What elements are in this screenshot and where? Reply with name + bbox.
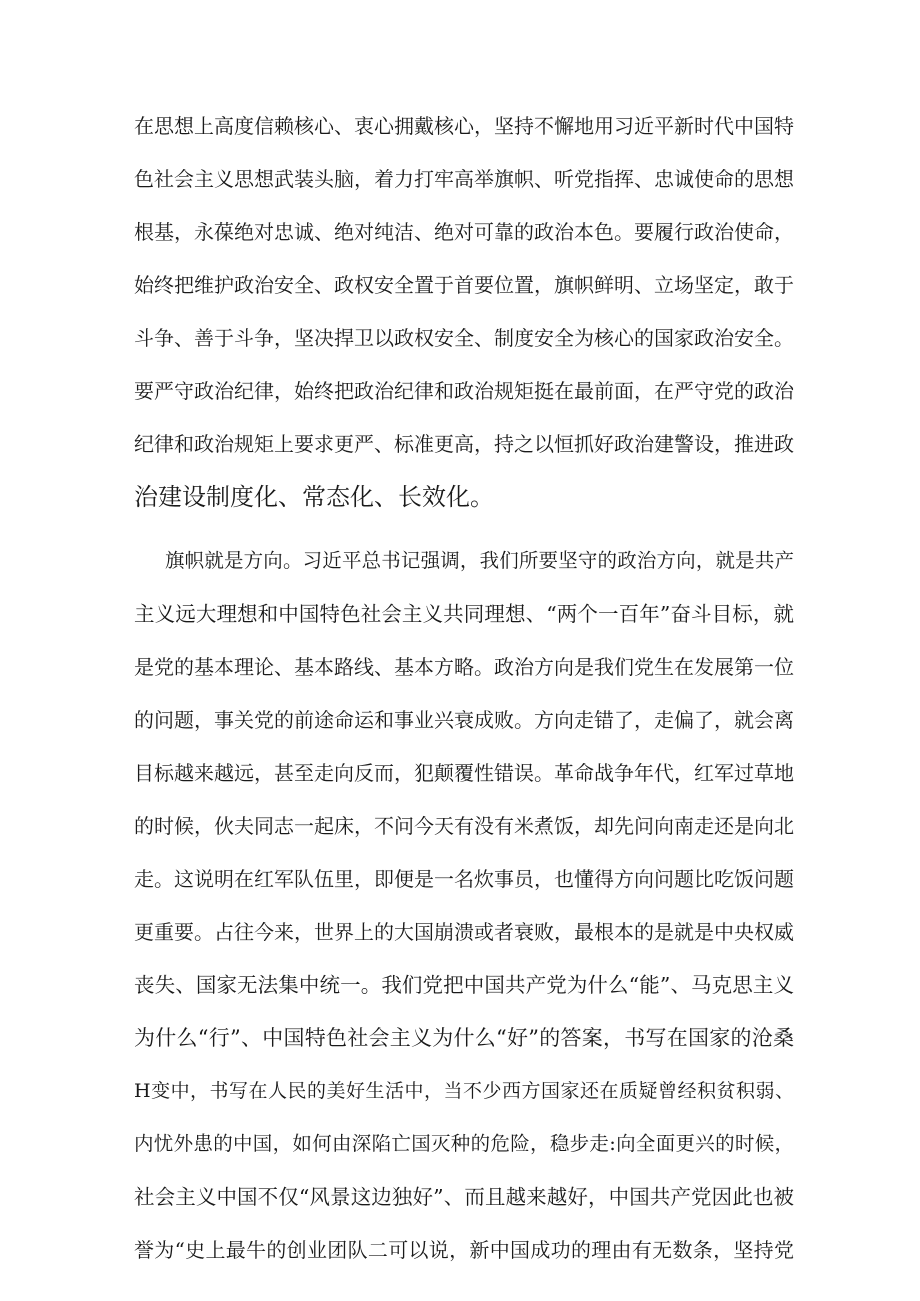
text-line-1: 在思想上高度信赖核心、衷心拥戴核心，坚持不懈地用习近平新时代中国特 <box>134 114 794 138</box>
text-line-7: 纪律和政治规矩上要求更严、标准更高，持之以恒抓好政治建警设，推进政 <box>134 432 794 456</box>
text-line-2: 色社会主义思想武装头脑，着力打牢高举旗帜、听党指挥、忠诚使命的思想 <box>134 167 794 191</box>
text-line-10: 主义远大理想和中国特色社会主义共同理想、“两个一百年”奋斗目标，就 <box>134 602 794 626</box>
text-line-19: H变中，书写在人民的美好生活中，当不少西方国家还在质疑曾经积贫积弱、 <box>134 1080 794 1102</box>
text-line-20: 内忧外患的中国，如何由深陷亡国灭种的危险，稳步走:向全面更兴的时候， <box>134 1132 794 1155</box>
text-line-6: 要严守政治纪律，始终把政治纪律和政治规矩挺在最前面，在严守党的政治 <box>134 379 794 403</box>
text-line-8: 治建设制度化、常态化、长效化。 <box>134 483 494 511</box>
text-line-17: 丧失、国家无法集中统一。我们党把中国共产党为什么“能”、马克思主义 <box>134 973 794 997</box>
text-line-4: 始终把维护政治安全、政权安全置于首要位置，旗帜鲜明、立场坚定，敢于 <box>134 273 794 297</box>
text-line-9: 旗帜就是方向。习近平总书记强调，我们所要坚守的政治方向，就是共产 <box>165 549 794 572</box>
text-line-5: 斗争、善于斗争，坚决捍卫以政权安全、制度安全为核心的国家政治安全。 <box>134 326 794 350</box>
text-line-14: 的时候，伙夫同志一起床，不问今天有没有米煮饭，却先问向南走还是向北 <box>134 814 794 838</box>
text-line-11: 是党的基本理论、基本路线、基本方略。政治方向是我们党生在发展第一位 <box>134 655 794 679</box>
text-line-3: 根基，永葆绝对忠诚、绝对纯洁、绝对可靠的政治本色。要履行政治使命， <box>134 220 794 244</box>
text-line-16: 更重要。占往今来，世界上的大国崩溃或者衰败，最根本的是就是中央权威 <box>134 920 794 944</box>
text-line-15: 走。这说明在红军队伍里，即便是一名炊事员，也懂得方向问题比吃饭问题 <box>134 867 794 891</box>
text-line-13: 目标越来越远，甚至走向反而，犯颠覆性错误。革命战争年代，红军过草地 <box>134 761 794 785</box>
text-line-12: 的问题，事关党的前途命运和事业兴衰成败。方向走错了，走偏了，就会离 <box>134 708 794 732</box>
text-line-21: 社会主义中国不仅“风景这边独好”、而且越来越好，中国共产党因此也被 <box>134 1185 794 1209</box>
text-line-18: 为什么“行”、中国特色社会主义为什么“好”的答案，书写在国家的沧桑 <box>134 1026 794 1050</box>
text-line-22: 誉为“史上最牛的创业团队二可以说，新中国成功的理由有无数条，坚持党 <box>134 1238 794 1262</box>
